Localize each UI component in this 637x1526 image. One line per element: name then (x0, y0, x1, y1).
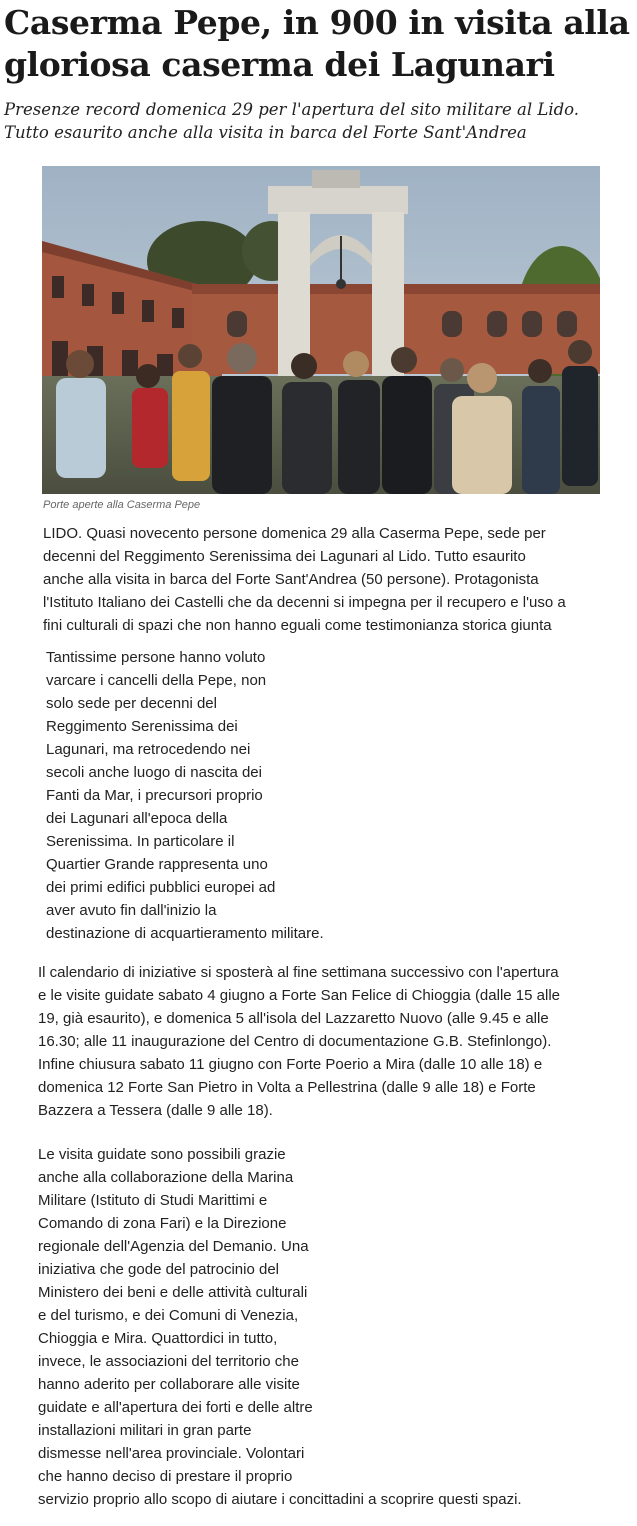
photo-caption: Porte aperte alla Caserma Pepe (43, 499, 201, 511)
text-line: Fanti da Mar, i precursori proprio (46, 787, 263, 804)
text-line: guidate e all'apertura dei forti e delle altre (38, 1399, 313, 1416)
text-line: Tantissime persone hanno voluto (46, 649, 266, 666)
text-line: Ministero dei beni e delle attività culturali (38, 1284, 308, 1301)
title-line: gloriosa caserma dei Lagunari (4, 45, 555, 84)
text-line: che hanno deciso di prestare il proprio (38, 1468, 293, 1485)
text-line: e le visite guidate sabato 4 giugno a Forte San Felice di Chioggia (dalle 15 alle (38, 987, 560, 1004)
text-line: secoli anche luogo di nascita dei (46, 764, 262, 781)
text-line: 16.30; alle 11 inaugurazione del Centro di documentazione G.B. Stefinlongo). (38, 1033, 552, 1050)
text-line: dei Lagunari all'epoca della (46, 810, 228, 827)
text-line: installazioni militari in gran parte (38, 1422, 252, 1439)
text-line: Le visita guidate sono possibili grazie (38, 1146, 286, 1163)
text-line: Chioggia e Mira. Quattordici in tutto, (38, 1330, 278, 1347)
text-line: LIDO. Quasi novecento persone domenica 29 alla Caserma Pepe, sede per (43, 525, 546, 542)
text-line: aver avuto fin dall'inizio la (46, 902, 217, 919)
photo-illustration (42, 166, 600, 494)
paragraph-intro (43, 522, 566, 637)
title-line: Caserma Pepe, in 900 in visita alla (4, 3, 630, 42)
text-line: hanno aderito per collaborare alle visite (38, 1376, 300, 1393)
text-line: dei primi edifici pubblici europei ad (46, 879, 276, 896)
text-line: regionale dell'Agenzia del Demanio. Una (38, 1238, 309, 1255)
text-line: Militare (Istituto di Studi Marittimi e (38, 1192, 268, 1209)
text-line: dismesse nell'area provinciale. Volontari (38, 1445, 305, 1462)
text-line: Reggimento Serenissima dei (46, 718, 238, 735)
text-line: servizio proprio allo scopo di aiutare i concittadini a scoprire questi spazi. (38, 1491, 522, 1508)
text-line: Serenissima. In particolare il (46, 833, 235, 850)
text-line: 19, già esaurito), e domenica 5 all'isola del Lazzaretto Nuovo (alle 9.45 e alle (38, 1010, 549, 1027)
text-line: Il calendario di iniziative si sposterà al fine settimana successivo con l'apertura (38, 964, 559, 981)
text-line: decenni del Reggimento Serenissima dei Lagunari al Lido. Tutto esaurito (43, 548, 526, 565)
text-line: invece, le associazioni del territorio che (38, 1353, 299, 1370)
text-line: solo sede per decenni del (46, 695, 217, 712)
text-line: anche alla visita in barca del Forte Sant'Andrea (50 persone). Protagonista (43, 571, 539, 588)
article-title (4, 2, 634, 86)
text-line: iniziativa che gode del patrocinio del (38, 1261, 279, 1278)
text-line: Infine chiusura sabato 11 giugno con Forte Poerio a Mira (dalle 10 alle 18) e (38, 1056, 543, 1073)
text-line: l'Istituto Italiano dei Castelli che da decenni si impegna per il recupero e l'uso a (43, 594, 566, 611)
subtitle-line: Tutto esaurito anche alla visita in barca del Forte Sant'Andrea (4, 123, 527, 142)
subtitle-line: Presenze record domenica 29 per l'apertura del sito militare al Lido. (4, 100, 580, 119)
paragraph-calendar (38, 961, 560, 1122)
text-line: Lagunari, ma retrocedendo nei (46, 741, 251, 758)
text-line: fini culturali di spazi che non hanno eguali come testimonianza storica giunta (43, 617, 552, 634)
text-line: domenica 12 Forte San Pietro in Volta a Pellestrina (dalle 9 alle 18) e Forte (38, 1079, 536, 1096)
text-line: Bazzera a Tessera (dalle 9 alle 18). (38, 1102, 273, 1119)
text-line: Quartier Grande rappresenta uno (46, 856, 268, 873)
text-line: varcare i cancelli della Pepe, non (46, 672, 267, 689)
paragraph-collaboration (38, 1143, 522, 1511)
article-subtitle (4, 98, 634, 144)
article-photo (42, 166, 600, 494)
paragraph-history (46, 646, 324, 945)
text-line: anche alla collaborazione della Marina (38, 1169, 294, 1186)
text-line: destinazione di acquartieramento militare. (46, 925, 324, 942)
text-line: e del turismo, e dei Comuni di Venezia, (38, 1307, 299, 1324)
text-line: Comando di zona Fari) e la Direzione (38, 1215, 287, 1232)
